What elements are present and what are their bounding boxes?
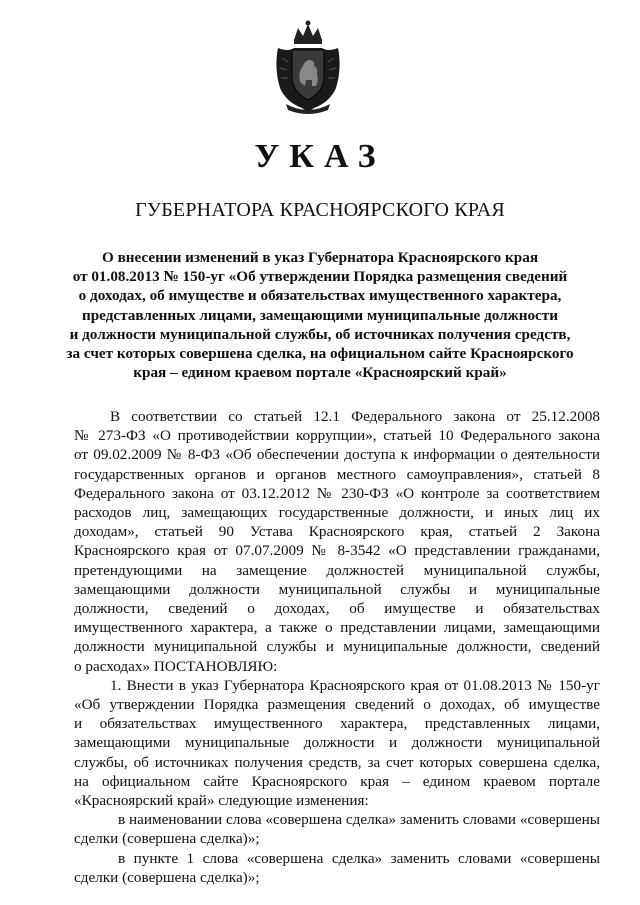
body-line: в пункте 1 слова «совершена сделка» заменить словами «совершены <box>118 849 600 867</box>
body-line: замещающими муниципальные должности и должности муниципальной <box>74 734 600 752</box>
body-line: «Красноярский край» следующие изменения: <box>74 792 369 810</box>
body-line: в наименовании слова «совершена сделка» заменить словами «совершены <box>118 811 600 829</box>
body-line: службы, об источниках получения средств, за счет которых совершена сделка, <box>74 753 600 771</box>
body-line: В соответствии со статьей 12.1 Федерального закона от 25.12.2008 <box>110 408 600 425</box>
heading-line: О внесении изменений в указ Губернатора Красноярского края <box>101 249 539 266</box>
body-line: о расходах» ПОСТАНОВЛЯЮ: <box>74 657 278 675</box>
heading-line: и должности муниципальной службы, об источниках получения средств, <box>69 325 571 343</box>
body-line: и обязательствах имущественного характера, представленных лицами, <box>74 715 600 733</box>
document-title: УКАЗ <box>254 138 386 175</box>
body-line: 1. Внести в указ Губернатора Красноярского края от 01.08.2013 № 150-уг <box>110 676 600 694</box>
body-line: Красноярского края от 07.07.2009 № 8-3542 «О представлении гражданами, <box>74 542 600 560</box>
body-line: № 273-ФЗ «О противодействии коррупции», статьей 10 Федерального закона <box>74 427 600 445</box>
body-line: замещающими должности муниципальной службы и муниципальные <box>74 580 600 598</box>
document-subtitle: ГУБЕРНАТОРА КРАСНОЯРСКОГО КРАЯ <box>135 199 505 221</box>
body-line: государственных органов и органов местного самоуправления», статьей 8 <box>74 465 600 483</box>
body-line: должности, сведений о доходах, об имуществе и обязательствах <box>74 600 600 618</box>
body-line: сделки (совершена сделка)»; <box>74 830 260 848</box>
heading-line: представленных лицами, замещающими муниципальные должности <box>81 306 558 324</box>
body-line: «Об утверждении Порядка размещения сведений о доходах, об имуществе <box>74 696 600 714</box>
heading-line: за счет которых совершена сделка, на официальном сайте Красноярского <box>66 345 574 363</box>
body-line: на официальном сайте Красноярского края – едином краевом портале <box>74 772 600 790</box>
heading-line: края – едином краевом портале «Красноярский край» <box>133 364 507 382</box>
coat-of-arms-icon <box>272 18 344 114</box>
body-line: сделки (совершена сделка)»; <box>74 868 260 886</box>
body-line: доходам», статьей 90 Устава Красноярского края, статьей 2 Закона <box>74 523 600 541</box>
heading-line: от 01.08.2013 № 150-уг «Об утверждении Порядка размещения сведений <box>72 268 568 286</box>
body-line: расходов лиц, замещающих государственные должности, и иных лиц их <box>74 504 600 522</box>
body-line: от 09.02.2009 № 8-ФЗ «Об обеспечении доступа к информации о деятельности <box>74 446 600 464</box>
heading-line: о доходах, об имуществе и обязательствах имущественного характера, <box>78 287 562 305</box>
document-heading <box>60 248 580 382</box>
body-line: претендующими на замещение должностей муниципальной службы, <box>74 561 600 579</box>
body-line: Федерального закона от 03.12.2012 № 230-ФЗ «О контроле за соответствием <box>74 484 600 502</box>
body-line: должности муниципальной службы и муниципальные должности, сведений <box>74 638 600 656</box>
document-body <box>74 407 600 887</box>
body-line: имущественного характера, а также о представлении лицами, замещающими <box>74 619 600 637</box>
